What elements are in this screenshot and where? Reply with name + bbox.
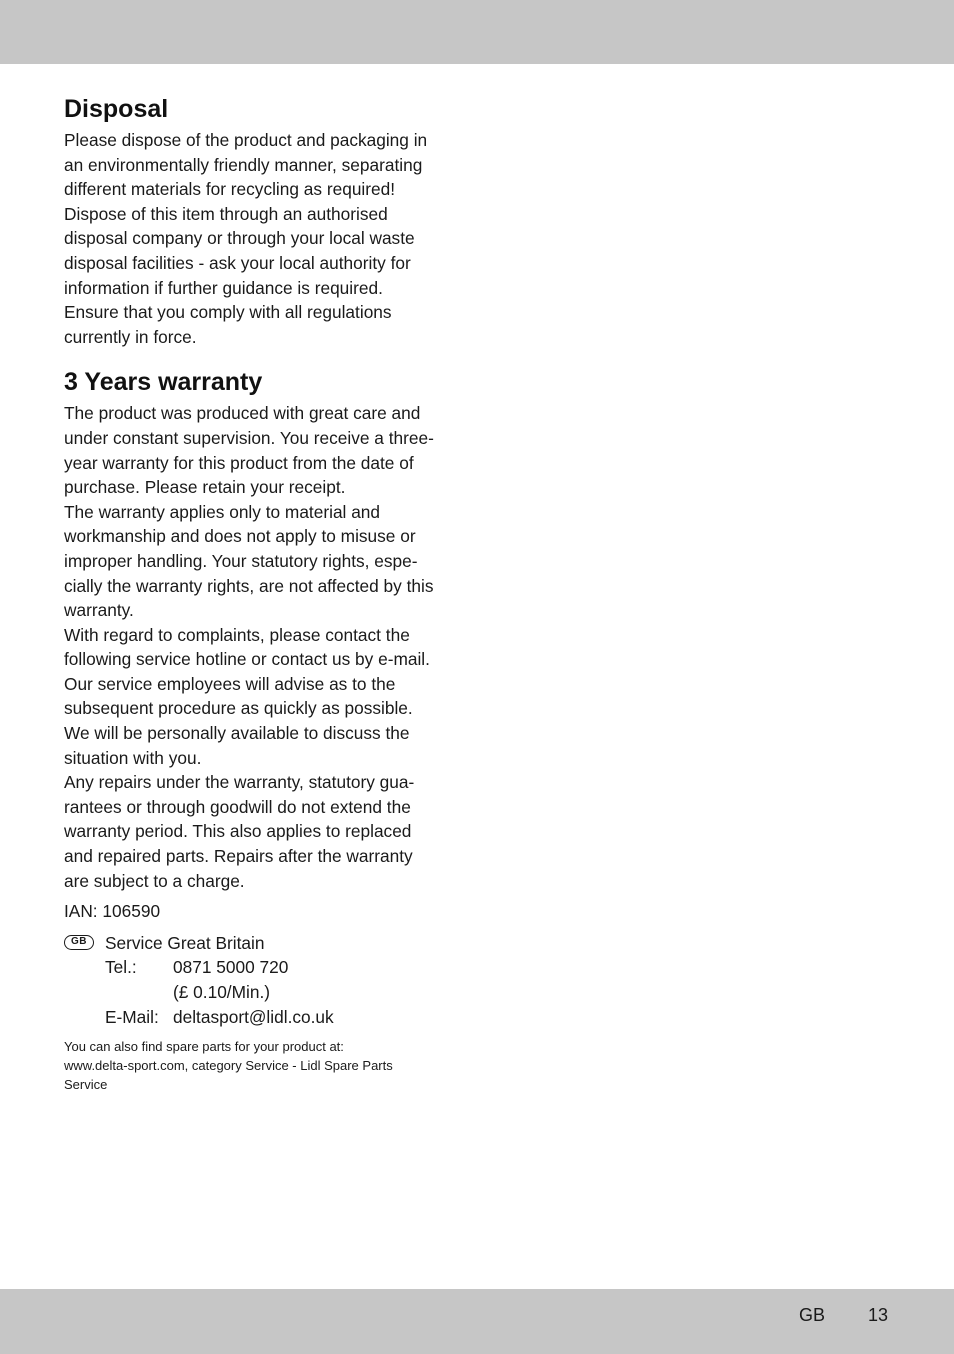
spare-parts-note: You can also find spare parts for your product at: www.delta-sport.com, category Service - Lidl Spare Parts Service: [64, 1038, 393, 1093]
content-column: [64, 92, 456, 1108]
warranty-text: The product was produced with great care and under constant supervision. You receive a three- year warranty for this product from the date of purchase. Please retain your receipt. The warranty applies only to material and workmanship and does not apply to misuse or improper handling. Your statutory rights, espe- cially the warranty rights, are not affected by this warranty. With regard to complaints, please contact the following service hotline or contact us by e-mail. Our service employees will advise as to the subsequent procedure as quickly as possible. We will be personally available to discuss the situation with you. Any repairs under the warranty, statutory gua- rantees or through goodwill do not extend the warranty period. This also applies to replaced and repaired parts. Repairs after the warranty are subject to a charge.: [64, 403, 434, 891]
email-label: E-Mail:: [105, 1006, 159, 1027]
service-name: Service Great Britain: [105, 932, 265, 953]
disposal-heading: Disposal: [64, 95, 169, 123]
tel-rate: (£ 0.10/Min.): [173, 982, 271, 1002]
gb-country-icon: GB: [64, 935, 94, 950]
header-band: [0, 0, 954, 64]
tel-number: 0871 5000 720: [173, 957, 289, 978]
disposal-text: Please dispose of the product and packaging in an environmentally friendly manner, separating different materials for recycling as required! Dispose of this item through an authorised disposal company or through your local waste disposal facilities - ask your local authority for information if further guidance is required. Ensure that you comply with all regulations currently in force.: [64, 130, 428, 347]
service-contact-block: [64, 931, 456, 1031]
ian-number: IAN: 106590: [64, 901, 161, 922]
page-number: 13: [868, 1305, 889, 1325]
footer-language: GB: [799, 1305, 826, 1325]
email-address: deltasport@lidl.co.uk: [173, 1006, 334, 1027]
tel-label: Tel.:: [105, 957, 137, 978]
warranty-heading: 3 Years warranty: [64, 368, 263, 397]
